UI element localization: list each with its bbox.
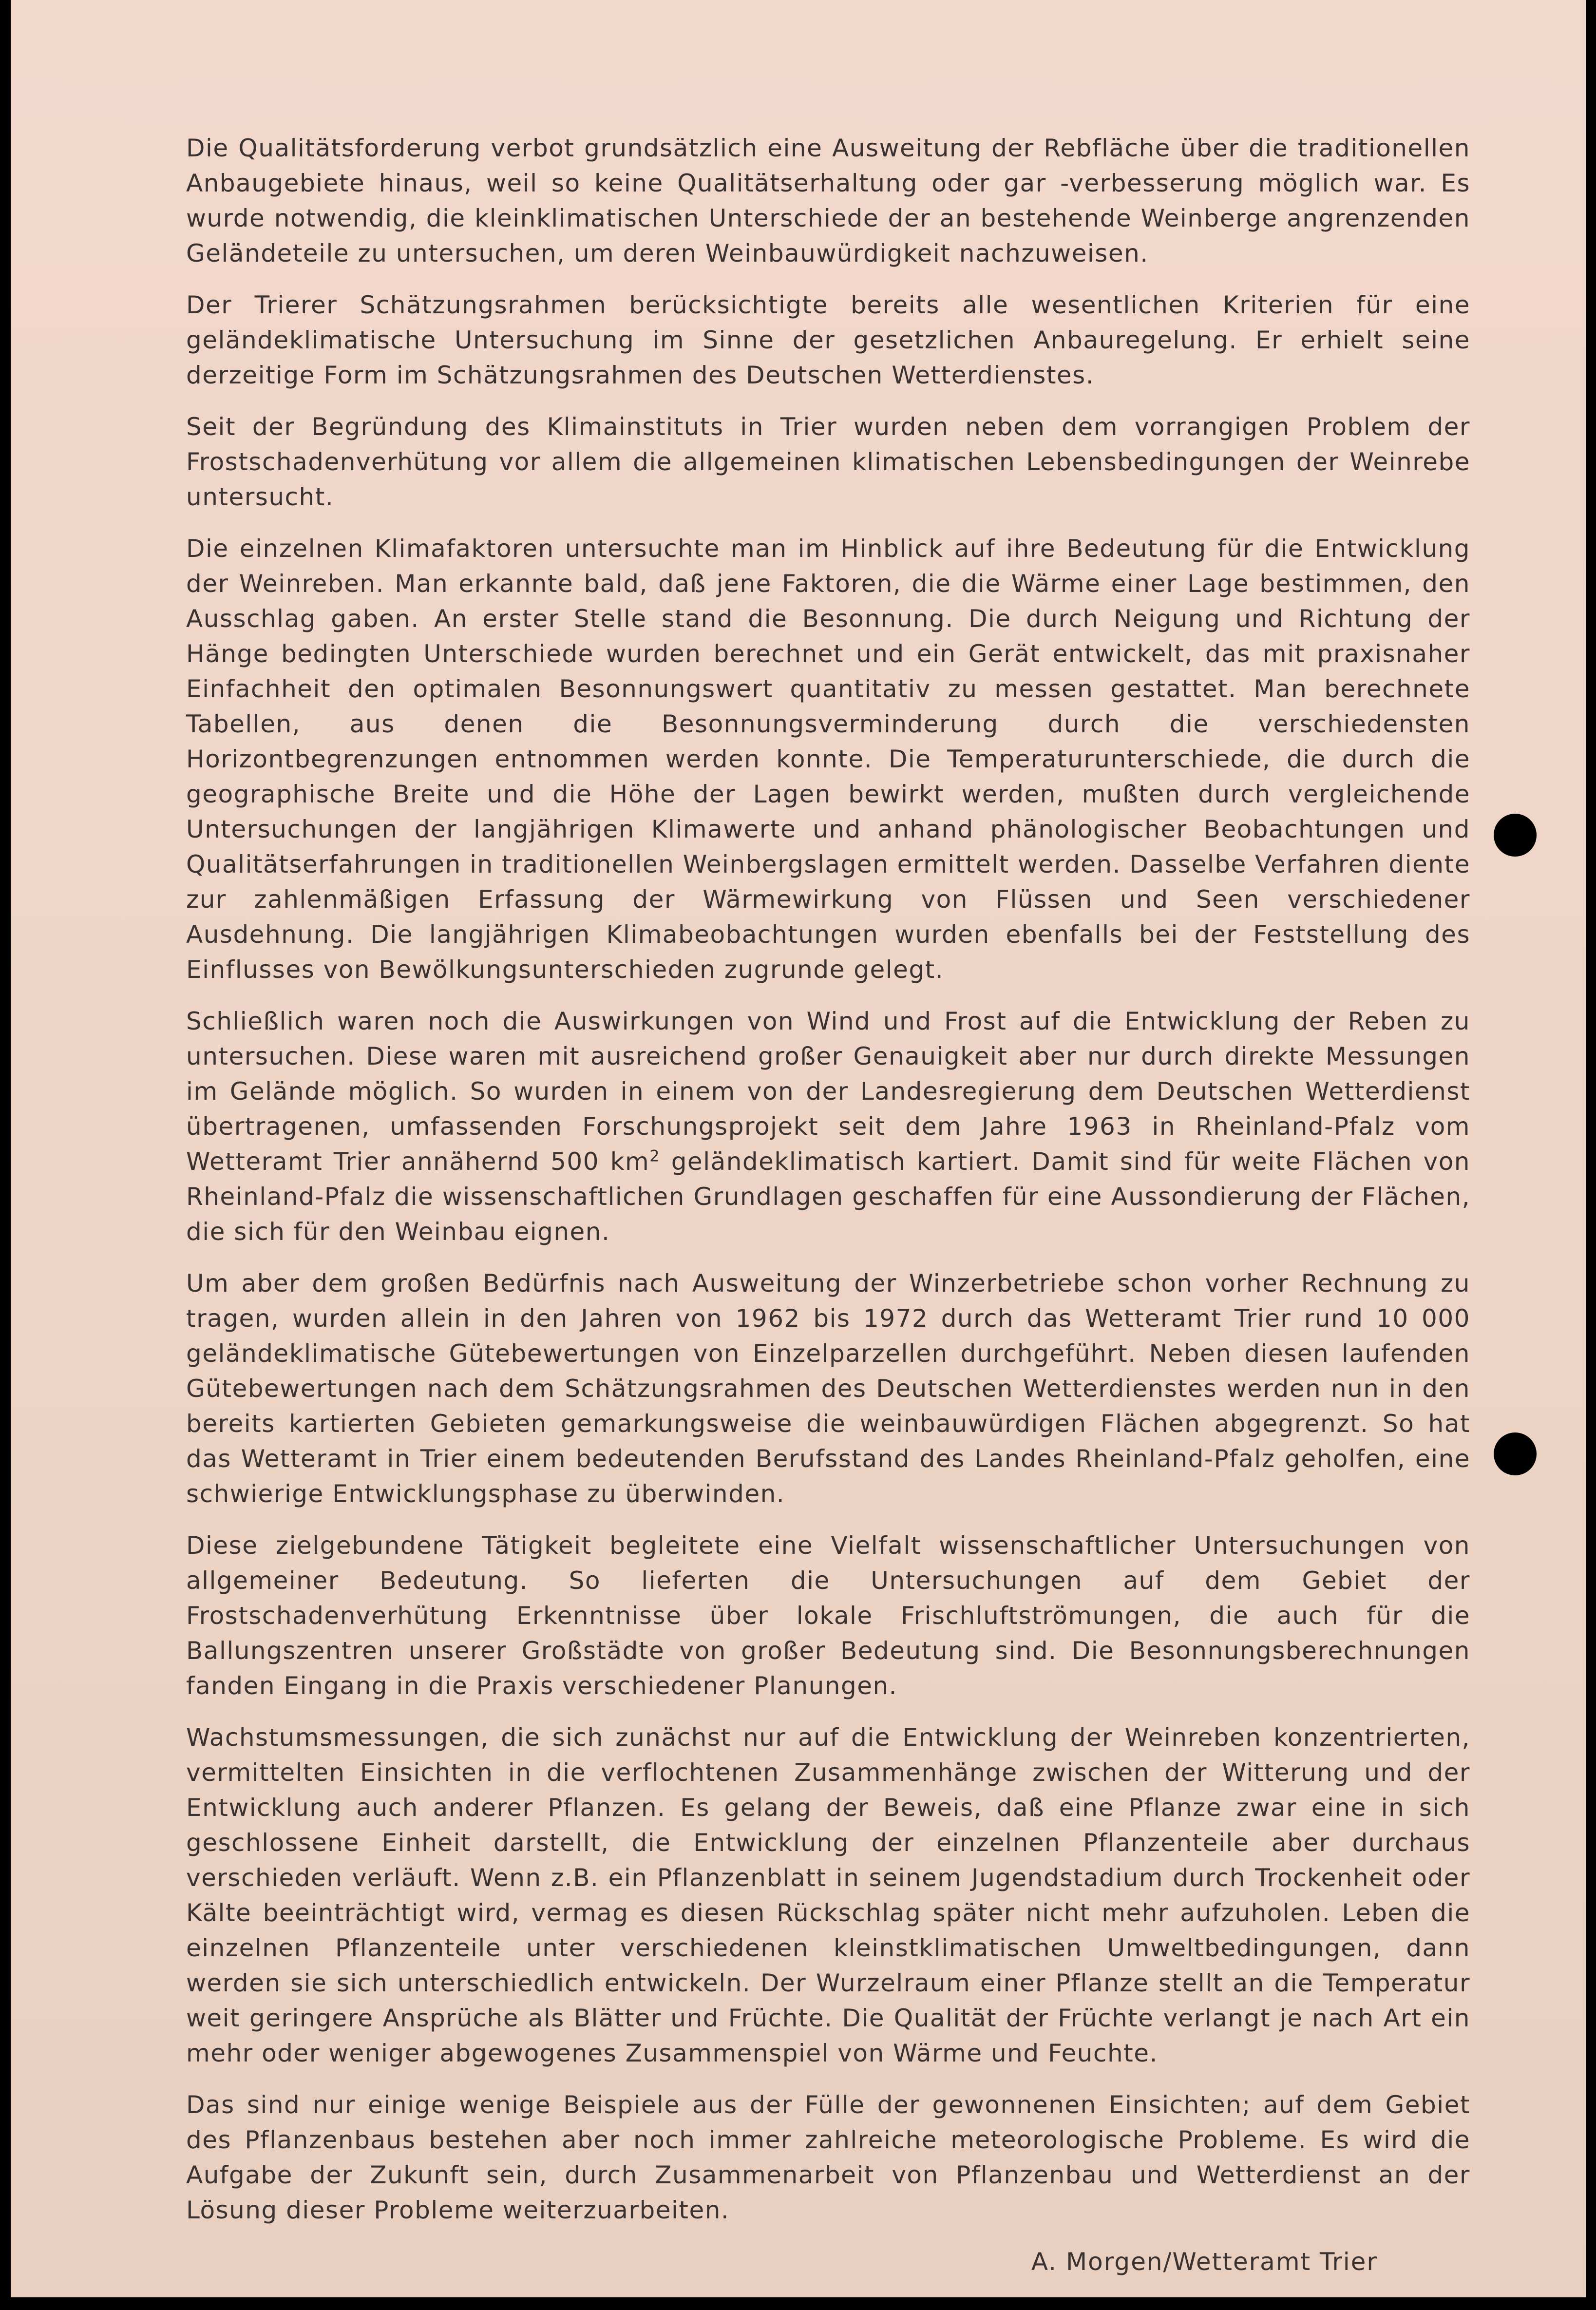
paragraph-conclusion: Das sind nur einige wenige Beispiele aus der Fülle der gewonnenen Einsichten; auf dem Gebiet des Pflanzenbaus bestehen aber noch immer zahlreiche meteorologische Probleme. Es wird die Aufgabe der Zukunft sein, durch Zusammenarbeit von Pflanzenbau und Wetterdienst an der Lösung dieser Probleme weiterzuarbeiten. [186, 2091, 1470, 2224]
punch-hole-lower [1494, 1432, 1537, 1475]
paragraph-wind-and-frost [186, 1004, 1470, 1249]
paragraph-quality-requirement: Die Qualitätsforderung verbot grundsätzlich eine Ausweitung der Rebfläche über die traditionellen Anbaugebiete hinaus, weil so keine Qualitätserhaltung oder gar -verbesserung möglich war. Es wurde notwendig, die kleinklimatischen Unterschiede der an bestehende Weinberge angrenzenden Geländeteile zu untersuchen, um deren Weinbauwürdigkeit nachzuweisen. [186, 134, 1470, 267]
paragraph-wind-and-frost-text: Schließlich waren noch die Auswirkungen von Wind und Frost auf die Entwicklung der Reben zu untersuchen. Diese waren mit ausreichend großer Genauigkeit aber nur durch direkte Messungen im Gelände möglich. So wurden in einem von der Landesregierung dem Deutschen Wetterdienst übertragenen, umfassenden Forschungsprojekt seit dem Jahre 1963 in Rheinland-Pfalz vom Wetteramt Trier annähernd 500 km [186, 1007, 1470, 1176]
paragraph-wind-and-frost-continuation: geländeklimatisch kartiert. Damit sind für weite Flächen von Rheinland-Pfalz die wissenschaftlichen Grundlagen geschaffen für eine Aussondierung der Flächen, die sich für den Weinbau eignen. [186, 1147, 1470, 1246]
document-body [186, 131, 1470, 2279]
punch-hole-upper [1494, 814, 1537, 857]
paragraph-quality-assessments: Um aber dem großen Bedürfnis nach Ausweitung der Winzerbetriebe schon vorher Rechnung zu tragen, wurden allein in den Jahren von 1962 bis 1972 durch das Wetteramt Trier rund 10 000 geländeklimatische Gütebewertungen von Einzelparzellen durchgeführt. Neben diesen laufenden Gütebewertungen nach dem Schätzungsrahmen des Deutschen Wetterdienstes werden nun in den bereits kartierten Gebieten gemarkungsweise die weinbauwürdigen Flächen abgegrenzt. So hat das Wetteramt in Trier einem bedeutenden Berufsstand des Landes Rheinland-Pfalz geholfen, eine schwierige Entwicklungsphase zu überwinden. [186, 1269, 1470, 1508]
author-signature: A. Morgen/Wetteramt Trier [1031, 2248, 1378, 2276]
document-page [11, 0, 1586, 2297]
paragraph-climate-institute: Seit der Begründung des Klimainstituts in Trier wurden neben dem vorrangigen Problem der Frostschadenverhütung vor allem die allgemeinen klimatischen Lebensbedingungen der Weinrebe untersucht. [186, 413, 1470, 511]
superscript-square: 2 [649, 1146, 661, 1165]
paragraph-climate-factors: Die einzelnen Klimafaktoren untersuchte man im Hinblick auf ihre Bedeutung für die Entwicklung der Weinreben. Man erkannte bald, daß jene Faktoren, die die Wärme einer Lage bestimmen, den Ausschlag gaben. An erster Stelle stand die Besonnung. Die durch Neigung und Richtung der Hänge bedingten Unterschiede wurden berechnet und ein Gerät entwickelt, das mit praxisnaher Einfachheit den optimalen Besonnungswert quantitativ zu messen gestattet. Man berechnete Tabellen, aus denen die Besonnungsverminderung durch die verschiedensten Horizontbegrenzungen entnommen werden konnte. Die Temperaturunterschiede, die durch die geographische Breite und die Höhe der Lagen bewirkt werden, mußten durch vergleichende Untersuchungen der langjährigen Klimawerte und anhand phänologischer Beobachtungen und Qualitätserfahrungen in traditionellen Weinbergslagen ermittelt werden. Dasselbe Verfahren diente zur zahlenmäßigen Erfassung der Wärmewirkung von Flüssen und Seen verschiedener Ausdehnung. Die langjährigen Klimabeobachtungen wurden ebenfalls bei der Feststellung des Einflusses von Bewölkungsunterschieden zugrunde gelegt. [186, 535, 1470, 984]
paragraph-growth-measurements: Wachstumsmessungen, die sich zunächst nur auf die Entwicklung der Weinreben konzentrierten, vermittelten Einsichten in die verflochtenen Zusammenhänge zwischen der Witterung und der Entwicklung auch anderer Pflanzen. Es gelang der Beweis, daß eine Pflanze zwar eine in sich geschlossene Einheit darstellt, die Entwicklung der einzelnen Pflanzenteile aber durchaus verschieden verläuft. Wenn z.B. ein Pflanzenblatt in seinem Jugendstadium durch Trockenheit oder Kälte beeinträchtigt wird, vermag es diesen Rückschlag später nicht mehr aufzuholen. Leben die einzelnen Pflanzenteile unter verschiedenen kleinstklimatischen Umweltbedingungen, dann werden sie sich unterschiedlich entwickeln. Der Wurzelraum einer Pflanze stellt an die Temperatur weit geringere Ansprüche als Blätter und Früchte. Die Qualität der Früchte verlangt je nach Art ein mehr oder weniger abgewogenes Zusammenspiel von Wärme und Feuchte. [186, 1723, 1470, 2067]
paragraph-scientific-investigations: Diese zielgebundene Tätigkeit begleitete eine Vielfalt wissenschaftlicher Untersuchungen von allgemeiner Bedeutung. So lieferten die Untersuchungen auf dem Gebiet der Frostschadenverhütung Erkenntnisse über lokale Frischluftströmungen, die auch für die Ballungszentren unserer Großstädte von großer Bedeutung sind. Die Besonnungsberechnungen fanden Eingang in die Praxis verschiedener Planungen. [186, 1531, 1470, 1700]
paragraph-trier-assessment-framework: Der Trierer Schätzungsrahmen berücksichtigte bereits alle wesentlichen Kriterien für eine geländeklimatische Untersuchung im Sinne der gesetzlichen Anbauregelung. Er erhielt seine derzeitige Form im Schätzungsrahmen des Deutschen Wetterdienstes. [186, 291, 1470, 389]
